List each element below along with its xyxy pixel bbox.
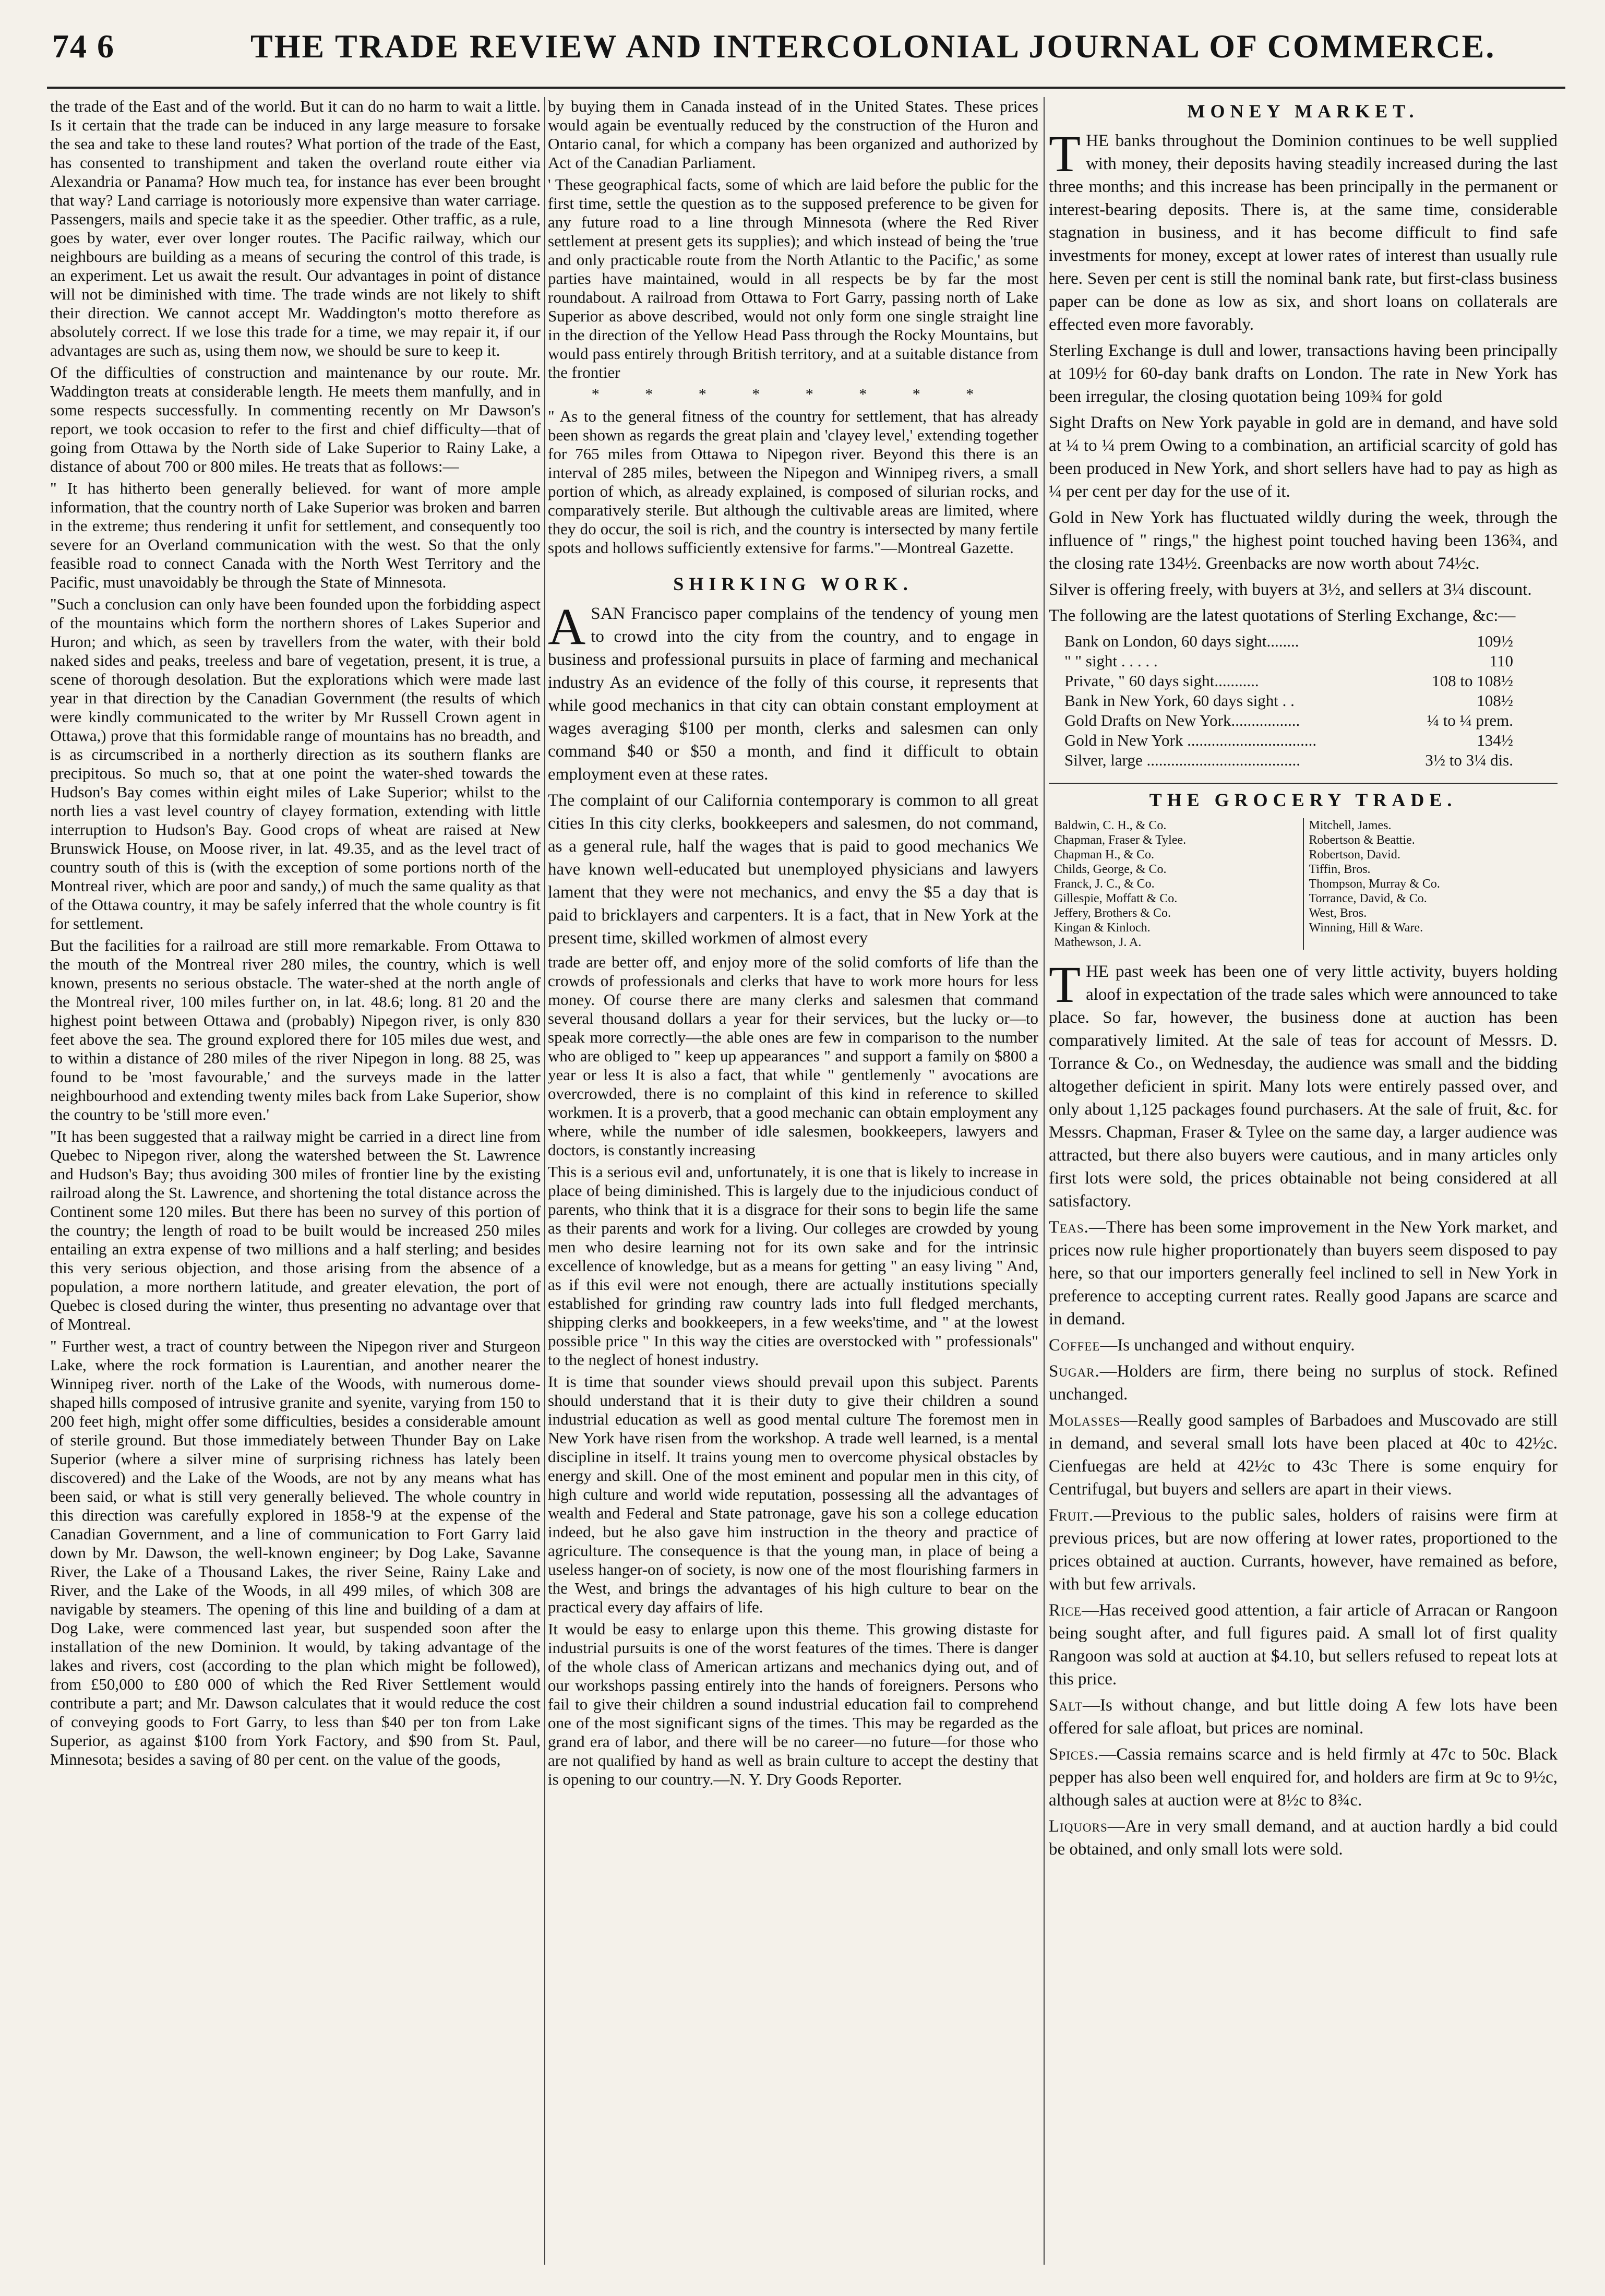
firm-name: Kingan & Kinloch. [1054,921,1151,935]
item-name: Spices. [1049,1745,1099,1764]
drop-cap: T [1049,955,1081,1013]
quote-row: Gold in New York ................................ 134½ [1064,731,1513,749]
quote-row: Bank in New York, 60 days sight . . 108½ [1064,691,1513,710]
paragraph: Of the difficulties of construction and maintenance by our route. Mr. Waddington treats at considerable length. He meets them manfully, and in some respects successfully. In commenting recently on Mr Dawson's report, we took occasion to refer to the first and chief difficulty—that of going from Ottawa by the North side of Lake Superior to Rainy Lake, a distance of about 700 or 800 miles. He treats that as follows:— [50,363,541,475]
paragraph: It would be easy to enlarge upon this theme. This growing distaste for industrial pursuits is one of the worst features of the times. There is danger of the whole class of American artizans and mechanics dying out, and of our workshops passing entirely into the hands of foreigners. Persons who fail to give their children a sound industrial education fail to comprehend one of the most significant signs of the times. This may be regarded as the grand era of labor, and there will be no career—no future—for those who are not qualified by hand as well as brain culture to accept the destiny that is opening to our country.—N. Y. Dry Goods Reporter. [548,1620,1038,1788]
paragraph: Silver is offering freely, with buyers at 3½, and sellers at 3¼ discount. [1049,580,1532,599]
firm-name: Mathewson, J. A. [1054,936,1142,949]
firm-name: West, Bros. [1309,906,1367,920]
paragraph: But the facilities for a railroad are still more remarkable. From Ottawa to the mouth of the Montreal river 280 miles, the country, which is well known, presents no serious obstacle. The water-shed at the north angle of the Montreal river, 100 miles further on, in lat. 48.6; long. 81 20 and the highest point between Ottawa and (probably) Nipegon river, is only 830 feet above the sea. The ground explored there for 105 miles due west, and to within a distance of 280 miles of the river Nipegon in long. 88 25, was found to be 'most favourable,' and the surveys made in the latter neighbourhood and extending twenty miles back from Lake Superior, show the country to be 'still more even.' [50,936,541,1123]
firm-name: Gillespie, Moffatt & Co. [1054,892,1178,905]
drop-cap: A [548,597,586,655]
paragraph: by buying them in Canada instead of in the United States. These prices would again be eventually reduced by the construction of the Huron and Ontario canal, for which a company has been organized and authorized by Act of the Canadian Parliament. [548,97,1038,172]
paragraph: It is time that sounder views should prevail upon this subject. Parents should understand that it is their duty to give their children a sound industrial education as well as good mental culture The foremost men in New York have risen from the workshop. A trade well learned, is a mental discipline in itself. It trains young men to overcome physical obstacles by energy and skill. One of the most eminent and popular men in this city, of high culture and world wide reputation, possessing all the advantages of wealth and Federal and State patronage, gave his son a college education indeed, but he also gave him instruction in the theory and practice of agriculture. The consequence is that the young man, in place of being a useless hanger-on of society, is now one of the most flourishing farmers in the West, and brings the advantages of his high culture to bear on the practical every day affairs of life. [548,1372,1038,1616]
firm-column [1303,818,1558,950]
firm-name: Baldwin, C. H., & Co. [1054,819,1167,832]
item-name: Liquors [1049,1817,1108,1836]
firm-name: Thompson, Murray & Co. [1309,877,1440,891]
item-name: Teas. [1049,1218,1089,1237]
firm-name: Winning, Hill & Ware. [1309,921,1423,935]
column-1 [50,97,541,2265]
firm-name: Childs, George, & Co. [1054,863,1167,876]
page-header [31,23,1574,86]
market-item: Coffee—Is unchanged and without enquiry. [1049,1336,1355,1355]
item-name: Salt [1049,1696,1083,1715]
section-title-money-market: MONEY MARKET. [1187,101,1419,122]
quote-row: Gold Drafts on New York................. ¼ to ¼ prem. [1064,711,1513,730]
page-number: 74 6 [52,28,115,65]
paragraph: " As to the general fitness of the country for settlement, that has already been shown as regards the great plain and 'clayey level,' extending together for 765 miles from Ottawa to Nipegon river. Beyond this there is an interval of 285 miles, between the Nipegon and Winnipeg rivers, a small portion of which, as already explained, is composed of silurian rocks, and comparatively sterile. But although the cultivable areas are limited, where they do occur, the soil is rich, and the country is intersected by many fertile spots and hollows sufficiently extensive for farms."—Montreal Gazette. [548,407,1038,557]
paragraph: the trade of the East and of the world. But it can do no harm to wait a little. Is it certain that the trade can be induced in any large measure to forsake the sea and take to these land routes? What portion of the trade of the East, has consented to transhipment and taken the overland route either via Alexandria or Panama? How much tea, for instance has ever been brought that way? Land carriage is notoriously more expensive than water carriage. Passengers, mails and specie take it as the speedier. Other traffic, as a rule, goes by water, ever over longer routes. The Pacific railway, which our neighbours are building as a means of securing the control of this trade, is an experiment. Let us await the result. Our advantages in point of distance will not be diminished with time. The trade winds are not likely to shift their direction. We cannot accept Mr. Waddington's motto therefore as absolutely correct. If we lose this trade for a time, we may repair it, if our advantages are such as, using them now, we should be sure to keep it. [50,97,541,360]
market-item: Salt—Is without change, and but little doing A few lots have been offered for sale afloat, but prices are nominal. [1049,1696,1558,1738]
drop-cap: T [1049,125,1081,183]
masthead: THE TRADE REVIEW AND INTERCOLONIAL JOURNAL OF COMMERCE. [250,28,1496,65]
paragraph: " It has hitherto been generally believed. for want of more ample information, that the country north of Lake Superior was broken and barren in the extreme; thus rendering it unfit for settlement, and consequently too severe for an Overland communication with the west. So that the only feasible road to connect Canada with the North West Territory and the Pacific, must unavoidably be through the State of Minnesota. [50,479,541,591]
firm-column [1049,818,1303,950]
column-divider [1044,97,1045,2265]
section-rule [1049,783,1558,784]
item-name: Fruit. [1049,1506,1094,1525]
paragraph: The following are the latest quotations of Sterling Exchange, &c:— [1049,606,1516,625]
section-title-grocery-trade: THE GROCERY TRADE. [1149,790,1457,810]
market-item: Fruit.—Previous to the public sales, holders of raisins were firm at previous prices, but are now offering at lower rates, proportioned to the prices obtained at auction. Currants, however, have remained as before, with but few arrivals. [1049,1506,1558,1594]
paragraph: SAN Francisco paper complains of the tendency of young men to crowd into the city from the country, and to engage in business and professional pursuits in place of farming and mechanical industry As an evidence of the folly of this course, it represents that while good mechanics in that city can obtain constant employment at wages averaging $100 per month, clerks and salesmen can only command $40 or $50 a month, and find it difficult to obtain employment even at these rates. [548,604,1038,784]
market-item: Sugar.—Holders are firm, there being no surplus of stock. Refined unchanged. [1049,1362,1558,1404]
paragraph: "It has been suggested that a railway might be carried in a direct line from Quebec to Nipegon river, along the watershed between the St. Lawrence and Hudson's Bay; thus avoiding 300 miles of frontier line by the existing railroad along the St. Lawrence, and shortening the total distance across the Continent some 120 miles. But there has been no survey of this portion of the country; the length of road to be built would be increased 250 miles entailing an extra expense of two millions and a half sterling; and besides this very serious objection, and those arising from the absence of a population, a more northern latitude, and greater elevation, the port of Quebec is closed during the winter, thus presenting no advantage over that of Montreal. [50,1127,541,1333]
section-stars: * * * * * * * * [591,386,995,403]
column-2 [548,97,1038,2265]
market-item: Liquors—Are in very small demand, and at auction hardly a bid could be obtained, and only small lots were sold. [1049,1817,1558,1859]
market-item: Rice—Has received good attention, a fair article of Arracan or Rangoon being sought after, and full figures paid. A small lot of first quality Rangoon was sold at auction at $4.10, but sellers refused to repeat lots at this price. [1049,1601,1558,1689]
paragraph: The complaint of our California contemporary is common to all great cities In this city clerks, bookkeepers and salesmen, do not command, as a general rule, half the wages that is paid to good mechanics We have known well-educated but unemployed physicians and lawyers lament that they were not mechanics, and envy the $5 a day that is paid to bricklayers and carpenters. It is a fact, that in New York at the present time, skilled workmen of almost every [548,791,1038,948]
paragraph: trade are better off, and enjoy more of the solid comforts of life than the crowds of professionals and clerks that have to work more hours for less money. Of course there are many clerks and salesmen that command several thousand dollars a year for their services, but the lucky or—to speak more correctly—the able ones are few in comparison to the number who are obliged to " keep up appearances " and support a family on $800 a year or less It is also a fact, that while " gentlemenly " avocations are overcrowded, there is no complaint of this kind in reference to skilled workmen. It is a proverb, that a good mechanic can obtain employment any where, while the number of idle salesmen, bookkeepers, lawyers and doctors, is constantly increasing [548,953,1038,1159]
firm-name: Robertson, David. [1309,848,1400,862]
paragraph: " Further west, a tract of country between the Nipegon river and Sturgeon Lake, where the rock formation is Laurentian, and another nearer the Winnipeg river. north of the Lake of the Woods, with numerous dome-shaped hills composed of intrusive granite and syenite, varying from 150 to 200 feet high, might offer some difficulties, besides a considerable amount of sterile ground. But those immediately between Thunder Bay on Lake Superior (where a silver mine of surprising richness has lately been discovered) and the Lake of the Woods, are not by any means what has been said, or what is still very generally believed. The whole country in this direction was carefully explored in 1858-'9 at the expense of the Canadian Government, and a line of communication to Fort Garry laid down by Mr. Dawson, the well-known engineer; by Dog Lake, Savanne River, the Lake of a Thousand Lakes, the river Seine, Rainy Lake and River, and the Lake of the Woods, in all 499 miles, of which 308 are navigable by steamers. The opening of this line and building of a dam at Dog Lake, were commenced last year, but suspended soon after the installation of the new Dominion. It would, by taking advantage of the lakes and rivers, cost (according to the plan which might be followed), from £50,000 to £80 000 of which the Red River Settlement would contribute a part; and Mr. Dawson calculates that it would reduce the cost of conveying goods to Fort Garry, to less than $40 per ton from Lake Superior, as against $100 from York Factory, and $90 from St. Paul, Minnesota; besides a saving of 80 per cent. on the value of the goods, [50,1337,541,1768]
firm-list [1049,818,1558,950]
paragraph: Sight Drafts on New York payable in gold are in demand, and have sold at ¼ to ¼ prem Owing to a combination, an artificial scarcity of gold has been produced in New York, and short sellers have had to pay as high as ¼ per cent per day for the use of it. [1049,413,1558,501]
firm-name: Torrance, David, & Co. [1309,892,1427,905]
quote-row: Private, " 60 days sight........... 108 to 108½ [1064,672,1513,690]
quote-row: Silver, large ...................................... 3½ to 3¼ dis. [1064,751,1513,769]
firm-name: Chapman H., & Co. [1054,848,1154,862]
section-title-shirking-work: SHIRKING WORK. [673,573,913,594]
header-rule [47,87,1565,89]
item-name: Molasses [1049,1411,1121,1430]
firm-name: Robertson & Beattie. [1309,833,1415,847]
paragraph: Gold in New York has fluctuated wildly during the week, through the influence of " rings," the highest point touched having been 136¾, and the closing rate 134½. Greenbacks are now worth about 74½c. [1049,508,1558,573]
market-item: Molasses—Really good samples of Barbadoes and Muscovado are still in demand, and several small lots have been placed at 40c to 42½c. Cienfuegas are held at 42½c to 43c There is some enquiry for Centrifugal, but buyers and sellers are apart in their views. [1049,1411,1558,1499]
market-item: Teas.—There has been some improvement in the New York market, and prices now rule higher proportionately than buyers seem disposed to pay here, so that our importers generally feel inclined to sell in New York in preference to accepting current rates. Really good Japans are scarce and in demand. [1049,1218,1558,1329]
paragraph: This is a serious evil and, unfortunately, it is one that is likely to increase in place of being diminished. This is largely due to the injudicious conduct of parents, who think that it is a disgrace for their sons to begin life the same as their parents and work for a living. Our colleges are crowded by young men who desire learning not for its own sake and for the intrinsic excellence of knowledge, but as a means for getting " an easy living " And, as if this evil were not enough, there are actually institutions specially established for grinding raw country lads into full fledged merchants, shipping clerks and bookkeepers, in a few weeks'time, and " at the lowest possible price " In this way the cities are overstocked with " professionals" to the neglect of honest industry. [548,1163,1038,1369]
firm-name: Jeffery, Brothers & Co. [1054,906,1171,920]
paragraph: ' These geographical facts, some of which are laid before the public for the first time, settle the question as to the supposed preference to be given for any future road to a line through Minnesota (where the Red River settlement at present gets its supplies); and which instead of being the 'true and only practicable route from the North Atlantic to the Pacific,' as some parties have maintained, would in all respects be by far the most roundabout. A railroad from Ottawa to Fort Garry, passing north of Lake Superior as above described, would not only form one single straight line in the direction of the Yellow Head Pass through the Rocky Mountains, but would pass entirely through British territory, and at a suitable distance from the frontier [548,175,1038,381]
quote-row: " " sight . . . . . 110 [1064,652,1513,670]
paragraph: "Such a conclusion can only have been founded upon the forbidding aspect of the mountains which form the northern shores of Lakes Superior and Huron; and which, as seen by travellers from the water, with their bold naked sides and peaks, treeless and bare of vegetation, present, it is true, a scene of thorough desolation. But the explorations which were made last year in that direction by the Canadian Government (the results of which were kindly communicated to the writer by Mr Russell Crown agent in Ottawa,) prove that this formidable range of mountains has no breadth, and is as circumscribed in a northerly direction as its southern flanks are precipitous. So much so, that at one point the water-shed towards the Hudson's Bay comes within eight miles of Lake Superior; whilst to the north lies a vast level country of clayey formation, extending with little interruption to Hudson's Bay. Good crops of wheat are raised at New Brunswick House, on Moose river, in lat. 49.35, and as the level tract of country south of this is (with the exception of some portions north of the Montreal river, which are poor and sandy,) of much the same quality as that of the Ottawa country, it may be safely inferred that the whole country is fit for settlement. [50,595,541,932]
paragraph: HE banks throughout the Dominion continues to be well supplied with money, their deposits having steadily increased during the last three months; and this increase has been principally in the permanent or interest-bearing deposits. There is, at the same time, considerable stagnation in business, and it has become difficult to find safe investments for money, except at lower rates of interest than usually rule here. Seven per cent is still the nominal bank rate, but first-class business paper can be done as low as six, and short loans on collaterals are effected even more favorably. [1049,131,1558,334]
market-item: Spices.—Cassia remains scarce and is held firmly at 47c to 50c. Black pepper has also been well enquired for, and holders are firm at 9c to 9½c, although sales at auction were at 8½c to 8¾c. [1049,1745,1558,1810]
item-name: Rice [1049,1601,1082,1620]
firm-name: Tiffin, Bros. [1309,863,1371,876]
firm-name: Franck, J. C., & Co. [1054,877,1155,891]
item-name: Coffee [1049,1336,1100,1355]
column-divider [544,97,545,2265]
exchange-quotations [1064,631,1558,770]
firm-name: Chapman, Fraser & Tylee. [1054,833,1187,847]
paragraph: Sterling Exchange is dull and lower, transactions having been principally at 109½ for 60-day bank drafts on London. The rate in New York has been irregular, the closing quotation being 109¾ for gold [1049,341,1558,406]
paragraph: HE past week has been one of very little activity, buyers holding aloof in expectation of the trade sales which were announced to take place. So far, however, the business done at auction has been comparatively limited. At the sale of teas for account of Messrs. D. Torrance & Co., on Wednesday, the audience was small and the bidding altogether deficient in spirit. Many lots were entirely passed over, and only about 1,125 packages found purchasers. At the sale of fruit, &c. for Messrs. Chapman, Fraser & Tylee on the same day, a larger audience was attracted, but there also buyers were cautious, and in many articles only first lots were sold, the prices obtainable not being considered at all satisfactory. [1049,962,1558,1211]
quote-row: Bank on London, 60 days sight........ 109½ [1064,632,1513,650]
column-3 [1049,97,1558,2265]
item-name: Sugar. [1049,1362,1100,1381]
firm-name: Mitchell, James. [1309,819,1392,832]
